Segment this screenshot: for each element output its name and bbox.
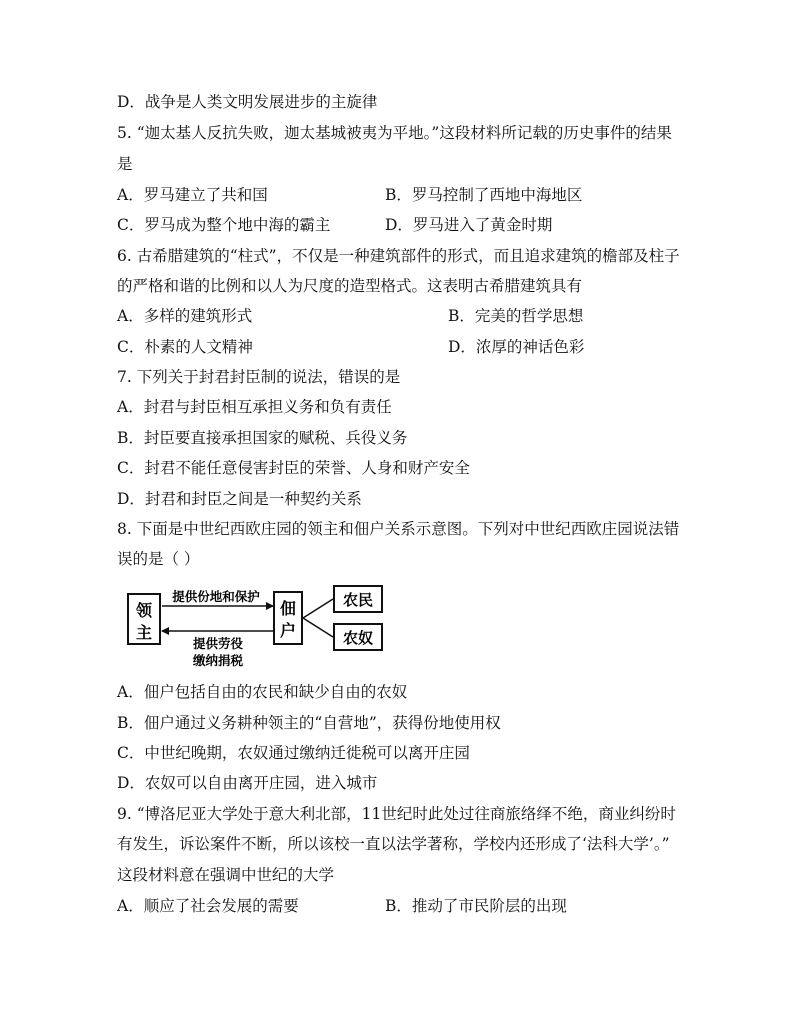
q9-option-b: B．推动了市民阶层的出现 (385, 897, 567, 915)
q8-option-c: C．中世纪晚期，农奴通过缴纳迁徙税可以离开庄园 (117, 744, 470, 762)
peasant-label: 农民 (342, 591, 374, 609)
q7-option-a: A．封君与封臣相互承担义务和负有责任 (117, 398, 392, 416)
q6-option-d: D．浓厚的神话色彩 (448, 338, 585, 356)
q9-stem-line2: 有发生，诉讼案件不断，所以该校一直以法学著称，学校内还形成了‘法科大学’。” (117, 835, 670, 853)
lord-label-top: 领 (135, 601, 153, 620)
q5-option-b: B．罗马控制了西地中海地区 (385, 186, 583, 204)
q7-stem: 7. 下列关于封君封臣制的说法，错误的是 (117, 368, 401, 386)
q6-stem-line1: 6. 古希腊建筑的“柱式”，不仅是一种建筑部件的形式，而且追求建筑的檐部及柱子 (117, 247, 680, 265)
serf-label: 农奴 (342, 629, 374, 647)
q9-stem-line3: 这段材料意在强调中世纪的大学 (117, 866, 335, 884)
q8-stem-line2: 误的是（ ） (117, 550, 200, 568)
q6-option-b: B．完美的哲学思想 (448, 307, 584, 325)
q8-option-d: D．农奴可以自由离开庄园，进入城市 (117, 774, 378, 792)
manor-relation-diagram (126, 582, 396, 672)
tenant-to-peasant-line (303, 599, 333, 618)
q9-option-a: A．顺应了社会发展的需要 (117, 897, 299, 915)
q7-option-c: C．封君不能任意侵害封臣的荣誉、人身和财产安全 (117, 459, 470, 477)
q7-option-d: D．封君和封臣之间是一种契约关系 (117, 490, 362, 508)
q6-option-a: A．多样的建筑形式 (117, 307, 253, 325)
lord-label-bottom: 主 (135, 623, 153, 642)
tenant-label-bottom: 户 (279, 621, 297, 640)
q8-stem-line1: 8. 下面是中世纪西欧庄园的领主和佃户关系示意图。下列对中世纪西欧庄园说法错 (117, 520, 680, 538)
tenant-label-top: 佃 (279, 599, 297, 618)
q5-option-c: C．罗马成为整个地中海的霸主 (117, 216, 331, 234)
tenant-to-serf-line (303, 618, 333, 637)
arrow-bottom-label-2: 缴纳捐税 (192, 653, 244, 668)
q6-stem-line2: 的严格和谐的比例和以人为尺度的造型格式。这表明古希腊建筑具有 (117, 277, 583, 295)
q6-option-c: C．朴素的人文精神 (117, 338, 253, 356)
q7-option-b: B．封臣要直接承担国家的赋税、兵役义务 (117, 429, 408, 447)
q4-option-d: D．战争是人类文明发展进步的主旋律 (117, 93, 378, 111)
q5-option-d: D．罗马进入了黄金时期 (385, 216, 553, 234)
arrow-bottom-label-1: 提供劳役 (192, 636, 244, 651)
arrow-top-label: 提供份地和保护 (172, 589, 260, 604)
q9-stem-line1: 9. “博洛尼亚大学处于意大利北部，11世纪时此处过往商旅络绎不绝，商业纠纷时 (117, 805, 676, 823)
q5-stem-line1: 5. “迦太基人反抗失败，迦太基城被夷为平地。”这段材料所记载的历史事件的结果 (117, 124, 672, 142)
q8-option-b: B．佃户通过义务耕种领主的“自营地”，获得份地使用权 (117, 714, 501, 732)
q5-stem-line2: 是 (117, 155, 133, 173)
q8-option-a: A．佃户包括自由的农民和缺少自由的农奴 (117, 683, 408, 701)
q5-option-a: A．罗马建立了共和国 (117, 186, 268, 204)
